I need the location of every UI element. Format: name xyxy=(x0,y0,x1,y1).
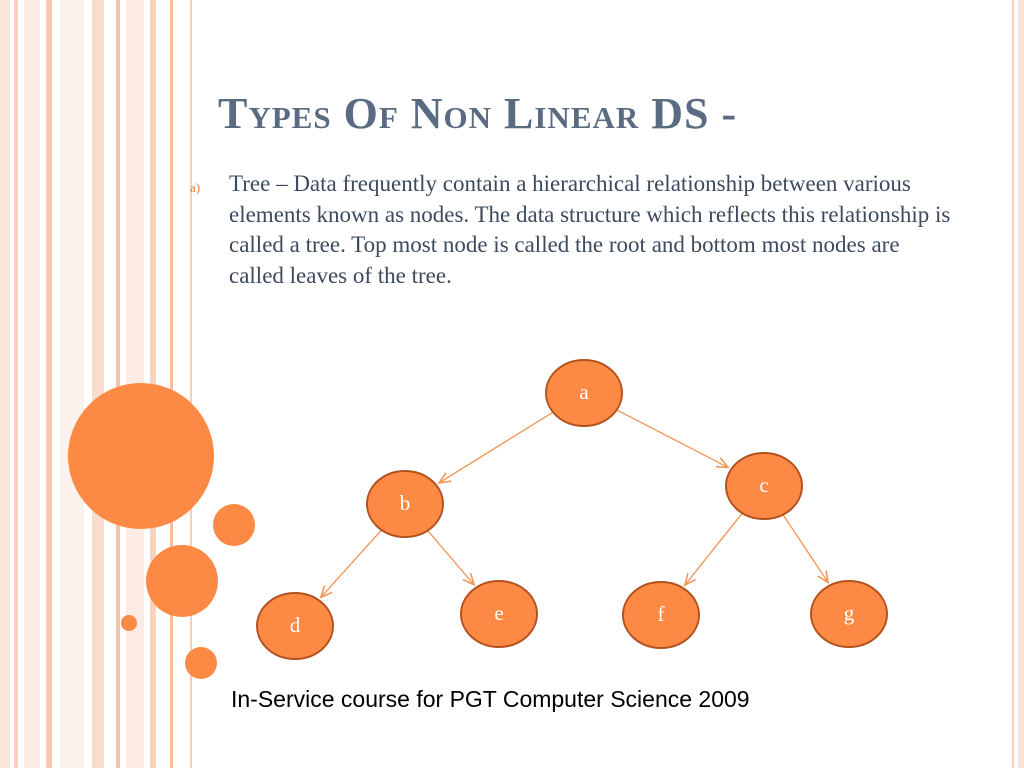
tree-node-label: d xyxy=(289,612,301,637)
footer-text: In-Service course for PGT Computer Science 2009 xyxy=(231,686,750,712)
tree-node-d xyxy=(257,593,333,659)
bullet-marker: a) xyxy=(190,180,201,195)
tree-node-f xyxy=(623,582,699,648)
tree-edge-c-g xyxy=(783,515,828,582)
tree-node-label: c xyxy=(759,472,769,497)
tree-edge-a-b xyxy=(439,413,552,483)
tree-node-b xyxy=(367,471,443,537)
tree-node-label: a xyxy=(579,379,589,404)
tree-node-g xyxy=(811,581,887,647)
tree-edge-b-d xyxy=(321,531,381,598)
tree-node-a xyxy=(546,360,622,426)
bullet-text: Tree – Data frequently contain a hierarchical relationship between various elements known as nodes. The data structure which reflects this relationship is called a tree. Top most node is called the root and bottom most nodes are called leaves of the tree. xyxy=(229,171,951,288)
slide-title: Types Of Non Linear DS - xyxy=(218,89,738,138)
tree-node-label: f xyxy=(657,601,665,626)
tree-node-label: b xyxy=(399,490,411,515)
tree-edge-a-c xyxy=(617,410,728,467)
tree-edge-c-f xyxy=(685,514,742,586)
tree-node-label: g xyxy=(843,600,855,625)
tree-node-e xyxy=(461,581,537,647)
tree-edge-b-e xyxy=(428,531,474,585)
tree-node-c xyxy=(726,453,802,519)
tree-node-label: e xyxy=(494,600,504,625)
